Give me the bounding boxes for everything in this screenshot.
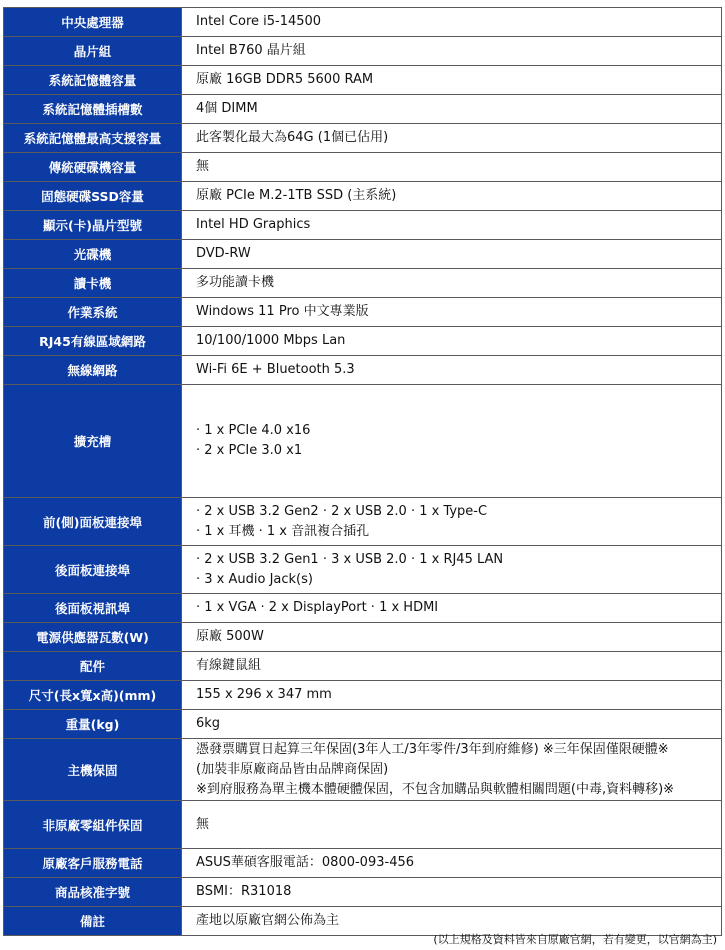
spec-label: 重量(kg) — [4, 710, 182, 739]
spec-value-line: Intel B760 晶片組 — [196, 43, 306, 58]
spec-value — [182, 594, 722, 623]
spec-row — [4, 327, 722, 356]
spec-table — [3, 7, 722, 936]
spec-label: 作業系統 — [4, 298, 182, 327]
spec-label: 顯示(卡)晶片型號 — [4, 211, 182, 240]
spec-row — [4, 153, 722, 182]
spec-label: 傳統硬碟機容量 — [4, 153, 182, 182]
spec-value — [182, 182, 722, 211]
spec-value — [182, 623, 722, 652]
spec-value — [182, 124, 722, 153]
spec-value-line: 10/100/1000 Mbps Lan — [196, 333, 346, 348]
spec-value — [182, 801, 722, 849]
footnote: (以上規格及資料皆來自原廠官網，若有變更，以官網為主) — [433, 933, 717, 946]
spec-value-line: 6kg — [196, 716, 221, 731]
spec-row — [4, 385, 722, 498]
spec-value — [182, 8, 722, 37]
spec-value-line: · 3 x Audio Jack(s) — [196, 571, 313, 587]
spec-row — [4, 298, 722, 327]
spec-row — [4, 356, 722, 385]
spec-row — [4, 594, 722, 623]
spec-label: 系統記憶體插槽數 — [4, 95, 182, 124]
spec-value-line: 此客製化最大為64G (1個已佔用) — [196, 130, 389, 145]
spec-row — [4, 849, 722, 878]
spec-value-line: (加裝非原廠商品皆由品牌商保固) — [196, 761, 389, 777]
spec-value-line: Intel Core i5-14500 — [196, 14, 322, 29]
spec-value-line: 原廠 16GB DDR5 5600 RAM — [196, 72, 374, 87]
spec-row — [4, 498, 722, 546]
spec-value-line: ※到府服務為單主機本體硬體保固，不包含加購品與軟體相關問題(中毒,資料轉移)※ — [196, 781, 675, 797]
spec-value — [182, 710, 722, 739]
spec-value-line: 無 — [196, 159, 210, 174]
spec-label: RJ45有線區域網路 — [4, 327, 182, 356]
spec-value-line: ASUS華碩客服電話：0800-093-456 — [196, 855, 415, 870]
spec-label: 配件 — [4, 652, 182, 681]
spec-label: 原廠客戶服務電話 — [4, 849, 182, 878]
spec-row — [4, 240, 722, 269]
spec-row — [4, 652, 722, 681]
spec-value — [182, 95, 722, 124]
spec-row — [4, 681, 722, 710]
spec-value — [182, 739, 722, 801]
spec-value — [182, 849, 722, 878]
spec-label: 電源供應器瓦數(W) — [4, 623, 182, 652]
spec-value-line: Intel HD Graphics — [196, 217, 311, 232]
spec-row — [4, 211, 722, 240]
spec-label: 光碟機 — [4, 240, 182, 269]
spec-label: 前(側)面板連接埠 — [4, 498, 182, 546]
spec-row — [4, 37, 722, 66]
spec-row — [4, 8, 722, 37]
spec-label: 擴充槽 — [4, 385, 182, 498]
spec-row — [4, 801, 722, 849]
spec-value-line: 無 — [196, 816, 210, 832]
spec-value — [182, 681, 722, 710]
spec-value — [182, 211, 722, 240]
spec-value-line: · 1 x 耳機 · 1 x 音訊複合插孔 — [196, 523, 370, 539]
spec-value-line: 原廠 500W — [196, 629, 264, 644]
spec-row — [4, 269, 722, 298]
spec-row — [4, 878, 722, 907]
spec-row — [4, 546, 722, 594]
spec-label: 無線網路 — [4, 356, 182, 385]
spec-value — [182, 240, 722, 269]
spec-value-line: · 1 x PCIe 4.0 x16 — [196, 423, 311, 438]
spec-value — [182, 498, 722, 546]
spec-value-line: 有線鍵鼠組 — [196, 658, 262, 673]
spec-value-line: · 2 x USB 3.2 Gen1 · 3 x USB 2.0 · 1 x RJ45 LAN — [196, 551, 504, 567]
spec-value-line: · 2 x PCIe 3.0 x1 — [196, 443, 303, 458]
spec-value — [182, 327, 722, 356]
spec-row — [4, 124, 722, 153]
spec-value-line: 憑發票購買日起算三年保固(3年人工/3年零件/3年到府維修) ※三年保固僅限硬體※ — [196, 741, 669, 757]
spec-value — [182, 652, 722, 681]
spec-label: 後面板視訊埠 — [4, 594, 182, 623]
spec-row — [4, 95, 722, 124]
spec-label: 系統記憶體最高支援容量 — [4, 124, 182, 153]
spec-value — [182, 269, 722, 298]
spec-label: 尺寸(長x寬x高)(mm) — [4, 681, 182, 710]
spec-row — [4, 182, 722, 211]
spec-label: 主機保固 — [4, 739, 182, 801]
spec-value-line: Wi-Fi 6E + Bluetooth 5.3 — [196, 362, 355, 377]
spec-value-line: 155 x 296 x 347 mm — [196, 687, 332, 702]
spec-label: 中央處理器 — [4, 8, 182, 37]
spec-value-line: Windows 11 Pro 中文專業版 — [196, 304, 369, 319]
spec-table-body — [4, 8, 722, 936]
spec-value — [182, 385, 722, 498]
spec-label: 非原廠零組件保固 — [4, 801, 182, 849]
spec-label: 備註 — [4, 907, 182, 936]
spec-row — [4, 739, 722, 801]
spec-value-line: 產地以原廠官網公佈為主 — [196, 913, 340, 928]
spec-row — [4, 66, 722, 95]
spec-value-line: DVD-RW — [196, 246, 251, 261]
spec-label: 晶片組 — [4, 37, 182, 66]
spec-row — [4, 710, 722, 739]
spec-value-line: BSMI：R31018 — [196, 884, 292, 899]
spec-value — [182, 356, 722, 385]
spec-value — [182, 37, 722, 66]
spec-value-line: 多功能讀卡機 — [196, 275, 275, 290]
spec-value — [182, 298, 722, 327]
spec-value — [182, 878, 722, 907]
spec-value — [182, 546, 722, 594]
spec-label: 讀卡機 — [4, 269, 182, 298]
spec-label: 商品核准字號 — [4, 878, 182, 907]
spec-value-line: · 1 x VGA · 2 x DisplayPort · 1 x HDMI — [196, 600, 439, 615]
spec-row — [4, 623, 722, 652]
spec-label: 後面板連接埠 — [4, 546, 182, 594]
spec-label: 固態硬碟SSD容量 — [4, 182, 182, 211]
spec-value-line: 原廠 PCIe M.2-1TB SSD (主系統) — [196, 188, 397, 203]
spec-label: 系統記憶體容量 — [4, 66, 182, 95]
spec-value — [182, 66, 722, 95]
spec-value-line: · 2 x USB 3.2 Gen2 · 2 x USB 2.0 · 1 x Type-C — [196, 503, 488, 519]
spec-value-line: 4個 DIMM — [196, 101, 258, 116]
spec-value — [182, 153, 722, 182]
